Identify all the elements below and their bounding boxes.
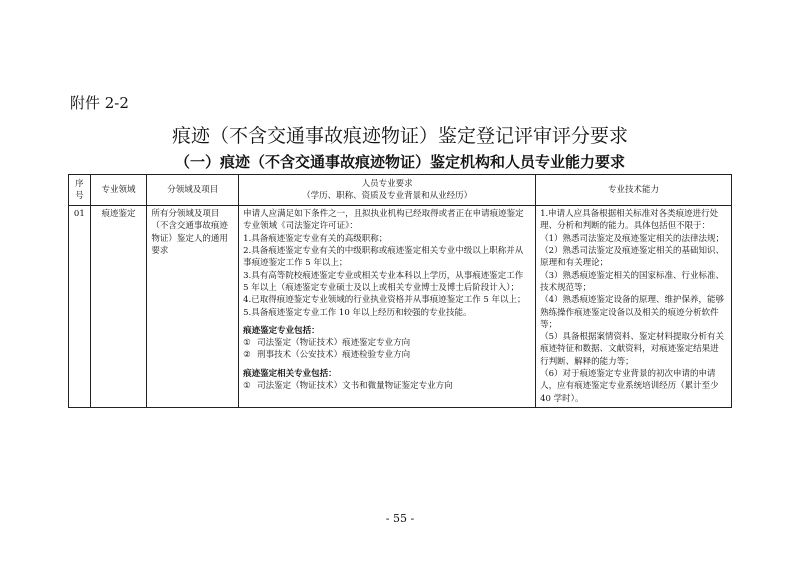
cap-line: （1）熟悉司法鉴定及痕迹鉴定相关的法律法规； (540, 233, 724, 244)
req-line: 3.具有高等院校痕迹鉴定专业或相关专业本科以上学历，从事痕迹鉴定工作 5 年以上（痕迹鉴定专业硕士及以上或相关专业博士及博士后阶段计入）； (243, 270, 524, 293)
req-line: 4.已取得痕迹鉴定专业领域的行业执业资格并从事痕迹鉴定工作 5 年以上； (243, 295, 526, 306)
cap-line: （3）熟悉痕迹鉴定相关的国家标准、行业标准、技术规范等； (540, 270, 724, 293)
cell-capability (536, 206, 732, 408)
req-line: 1.具备痕迹鉴定专业有关的高级职称； (243, 233, 388, 244)
major-title: 痕迹鉴定专业包括： (243, 325, 320, 336)
table-row (69, 206, 732, 408)
header-technical-capability: 专业技术能力 (536, 175, 732, 206)
header-personnel-requirements (239, 175, 536, 206)
cell-no: 01 (69, 206, 91, 408)
table-header-row (69, 175, 732, 206)
req-line: 5.具备痕迹鉴定专业工作 10 年以上经历和较强的专业技能。 (243, 307, 472, 318)
document-title: 痕迹（不含交通事故痕迹物证）鉴定登记评审评分要求 (171, 125, 628, 147)
header-subfield: 分领域及项目 (147, 175, 239, 206)
cap-line: 1.申请人应具备根据相关标准对各类痕迹进行处理、分析和判断的能力。具体包括但不限于： (540, 209, 719, 232)
page-number: - 55 - (385, 512, 415, 525)
related-item-text: 司法鉴定（物证技术）文书和微量物证鉴定专业方向 (257, 381, 453, 392)
section-subtitle: （一）痕迹（不含交通事故痕迹物证）鉴定机构和人员专业能力要求 (174, 153, 625, 171)
related-title: 痕迹鉴定相关专业包括： (243, 368, 337, 379)
cell-subfield: 所有分领域及项目（不含交通事故痕迹物证）鉴定人的通用要求 (147, 206, 239, 408)
major-item-text: 刑事技术（公安技术）痕迹检验专业方向 (257, 350, 411, 361)
header-req-title: 人员专业要求 (361, 178, 413, 189)
cell-requirements (239, 206, 536, 408)
major-item (243, 349, 531, 361)
related-item (243, 380, 531, 392)
req-line: 2.具备痕迹鉴定专业有关的中级职称或痕迹鉴定相关专业中级以上职称并从事痕迹鉴定工作 5 年以上； (243, 245, 524, 269)
cap-line: （6）对于痕迹鉴定专业背景的初次申请的申请人，应有痕迹鉴定专业系统培训经历（累计至少 40 学时）。 (540, 369, 719, 404)
cell-field: 痕迹鉴定 (90, 206, 147, 408)
item-marker: ② (243, 350, 251, 361)
header-field: 专业领域 (90, 175, 147, 206)
cap-line: （4）熟悉痕迹鉴定设备的原理、维护保养，能够熟练操作痕迹鉴定设备以及相关的痕迹分析软件等； (540, 295, 724, 330)
attachment-label: 附件 2-2 (70, 94, 129, 112)
major-item-text: 司法鉴定（物证技术）痕迹鉴定专业方向 (257, 338, 411, 349)
header-no: 序号 (69, 175, 91, 206)
cap-line: （2）熟悉司法鉴定及痕迹鉴定相关的基础知识、原理和有关理论； (540, 245, 724, 269)
requirements-table (68, 174, 732, 408)
item-marker: ① (243, 381, 251, 392)
cap-line: （5）具备根据案情资料、鉴定材料提取分析有关痕迹特征和数据、文献资料，对痕迹鉴定结果进行判断、解释的能力等； (540, 332, 724, 367)
header-req-sub: （学历、职称、资质及专业背景和从业经历） (302, 191, 473, 201)
major-item (243, 337, 531, 349)
req-line: 申请人应满足如下条件之一，且拟执业机构已经取得或者正在申请痕迹鉴定专业领域《司法鉴定许可证》： (243, 209, 524, 232)
item-marker: ① (243, 338, 251, 349)
